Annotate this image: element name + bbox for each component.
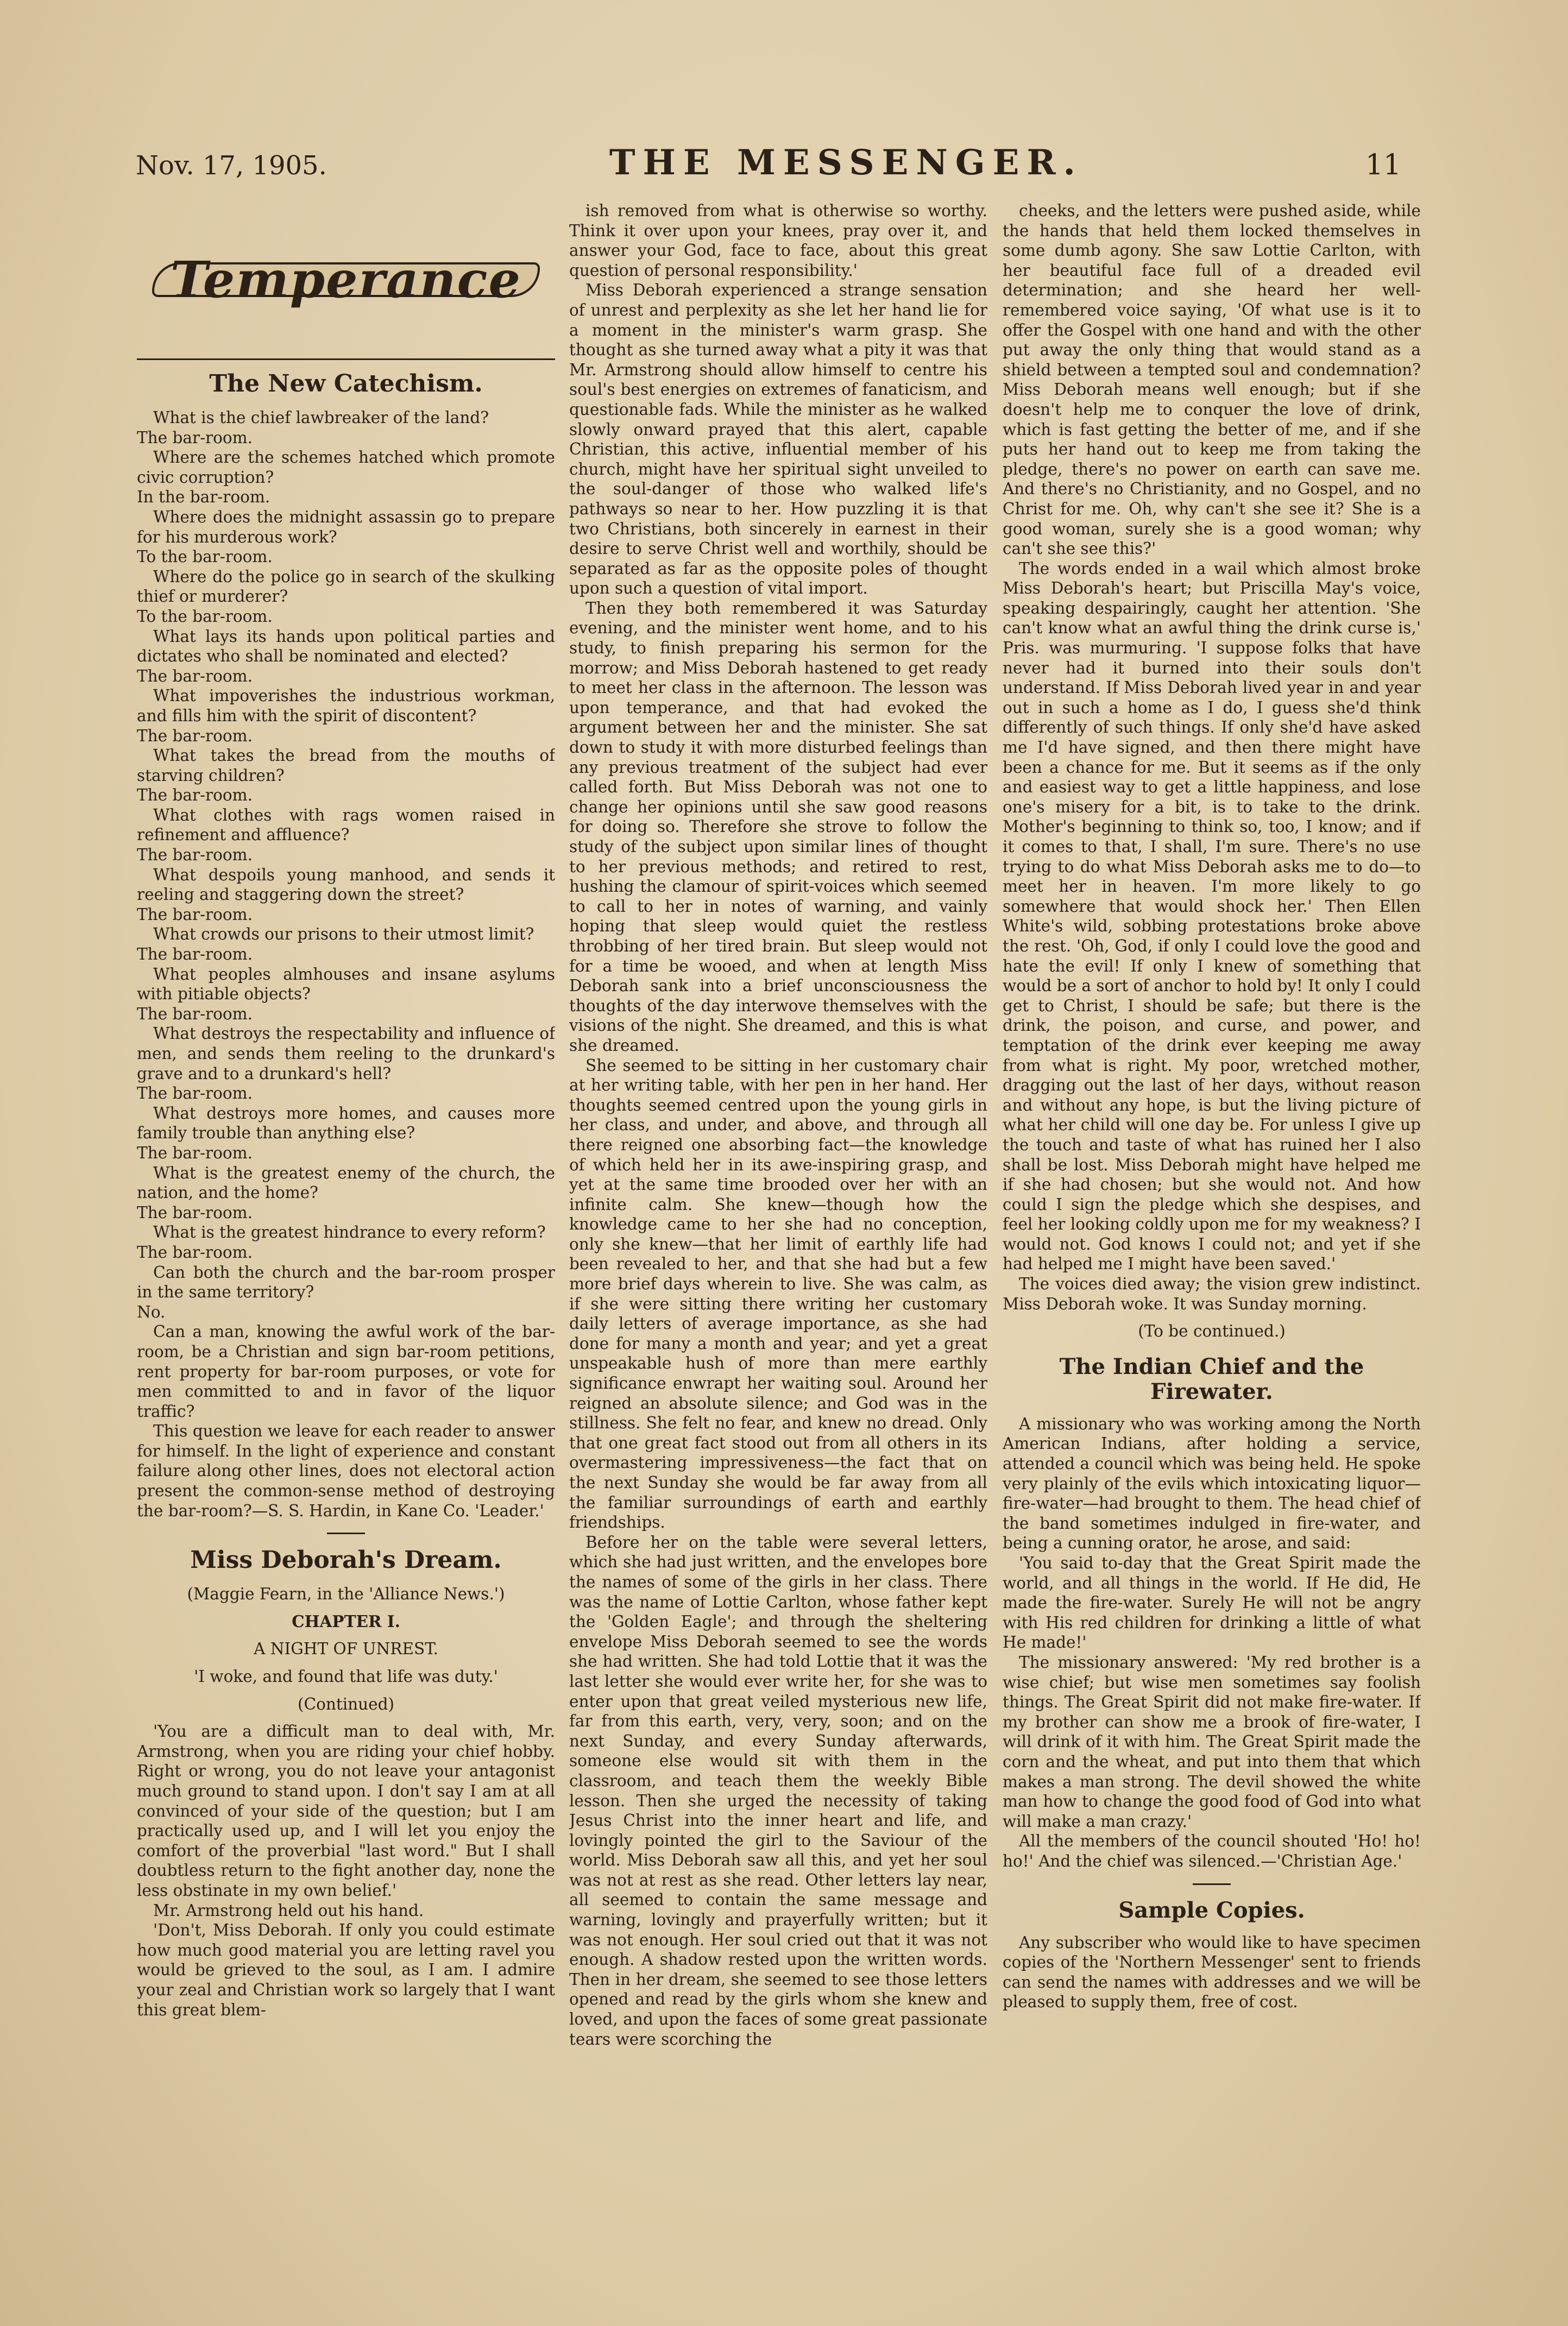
page-header [136,142,1401,191]
paragraph: The bar-room. [137,1243,253,1262]
paragraph: The bar-room. [137,726,253,745]
paragraph: What is the greatest enemy of the church, the nation, and the home? [137,1163,555,1202]
paragraph: All the members of the council shouted 'Ho! ho! ho!' And the chief was silenced.—'Christian Age.' [1003,1832,1421,1870]
paragraph: What despoils young manhood, and sends it reeling and staggering down the street? [137,865,555,904]
paragraph: The bar-room. [137,666,253,685]
paragraph: What destroys more homes, and causes more family trouble than anything else? [137,1104,555,1143]
paragraph: Where do the police go in search of the skulking thief or murderer? [137,567,555,606]
paragraph: What lays its hands upon political parties and dictates who shall be nominated and elected? [137,627,555,666]
column-3 [1003,201,1421,2210]
paragraph: What destroys the respectability and influence of men, and sends them reeling to the drunkard's grave and to a drunkard's hell? [137,1024,555,1083]
section-divider [327,1533,365,1534]
story-body [137,1722,555,2020]
paragraph: The bar-room. [137,786,253,805]
paragraph: Can a man, knowing the awful work of the bar-room, be a Christian and sign bar-room petitions, rent property for bar-room purposes, or vote for men committed to and in favor of the liquor traffic? [137,1322,555,1421]
to-be-continued: (To be continued.) [1138,1322,1286,1341]
paragraph: Then they both remembered it was Saturday evening, and the minister went home, and to his study, to finish preparing his sermon for the morrow; and Miss Deborah hastened to get ready to meet her class in the afternoon. The lesson was upon temperance, and that had evoked the argument between her and the minister. She sat down to study it with more disturbed feelings than any previous treatment of the subject had ever called forth. But Miss Deborah was not one to change her opinions until she saw good reasons for doing so. Therefore she strove to follow the study of the subject upon similar lines of thought to her previous methods; and retired to rest, hushing the clamour of spirit-voices which seemed to call to her in notes of warning, and vainly hoping that sleep would quiet the restless throbbing of her tired brain. But sleep would not for a time be wooed, and when at length Miss Deborah sank into a brief unconsciousness the thoughts of the day interwove themselves with the visions of the night. She dreamed, and this is what she dreamed. [569,598,987,1055]
newspaper-title: THE MESSENGER. [609,142,1083,183]
column-2 [569,201,987,2210]
paragraph: The words ended in a wail which almost broke Miss Deborah's heart; but Priscilla May's voice, speaking despairingly, caught her attention. 'She can't know what an awful thing the drink curse is,' Pris. was murmuring. 'I suppose folks that have never had it burned into their souls don't understand. If Miss Deborah lived year in and year out in such a home as I do, I guess she'd think differently of such things. If only she'd have asked me I'd have signed, and then there might have been a chance for me. But it seems as if the only and easiest way to get a little happiness, and lose one's misery for a bit, is to take to the drink. Mother's beginning to think so, too, I know; and if it comes to that, I shall, I'm sure. There's no use trying to do what Miss Deborah asks me to do—to meet her in heaven. I'm more likely to go somewhere that would shock her.' Then Ellen White's wild, sobbing protestations broke above the rest. 'Oh, God, if only I could love the good and hate the evil! If only I knew of something that would be a sort of anchor to hold by! It only I could get to Christ, I should be safe; but there is the drink, the poison, and curse, and power, and temptation of the drink ever keeping me away from what is right. My poor, wretched mother, dragging out the last of her days, without reason and without any hope, is but the living picture of what her child will one day be. For unless I give up the touch and taste of what has ruined her I also shall be lost. Miss Deborah might have helped me if she had chosen; but she would not. And how could I sign the pledge which she despises, and feel her looking coldly upon me for my weakness? I would not. God knows I could not; and yet if she had helped me I might have been saved.' [1003,559,1421,1274]
paragraph: Any subscriber who would like to have specimen copies of the 'Northern Messenger' sent to friends can send the names with addresses and we will be pleased to supply them, free of cost. [1003,1933,1421,2012]
paragraph: To the bar-room. [137,607,273,626]
chapter-title: A NIGHT OF UNREST. [254,1640,438,1659]
paragraph: What clothes with rags women raised in refinement and affluence? [137,805,555,844]
temperance-logo-text: Temperance [152,262,540,298]
section-divider [1193,1883,1231,1885]
paragraph: To the bar-room. [137,547,273,566]
paragraph: The bar-room. [137,1004,253,1023]
paragraph: The missionary answered: 'My red brother is a wise chief; but wise men sometimes say foolish things. The Great Spirit did not make fire-water. If my brother can show me a brook of fire-water, I will drink of it with him. The Great Spirit made the corn and the wheat, and put into them that which makes a man strong. The devil showed the white man how to change the good food of God into what will make a man crazy.' [1003,1653,1421,1831]
paragraph: What is the chief lawbreaker of the land? [153,408,489,427]
paragraph: The bar-room. [137,846,253,865]
paragraph: This question we leave for each reader to answer for himself. In the light of experience and constant failure along other lines, does not electoral action present the common-sense method of destroying the bar-room?—S. S. Hardin, in Kane Co. 'Leader.' [137,1422,555,1520]
issue-date: Nov. 17, 1905. [136,150,327,181]
paragraph: Where are the schemes hatched which promote civic corruption? [137,448,555,487]
indian-chief-body [1003,1414,1421,1871]
paragraph: The bar-room. [137,945,253,964]
paragraph: 'You said to-day that the Great Spirit made the world, and all things in the world. If He did, He made the fire-water. Surely He will not be angry with His red children for drinking a little of what He made!' [1003,1554,1421,1652]
paragraph: 'You are a difficult man to deal with, Mr. Armstrong, when you are riding your chief hobby. Right or wrong, you do not leave your antagonist much ground to stand upon. I don't say I am at all convinced of your side of the question; but I am practically used up, and I will let you enjoy the comfort of the proverbial "last word." But I shall doubtless return to the fight another day, none the less obstinate in my own belief.' [137,1722,555,1900]
chapter-number: CHAPTER I. [292,1611,400,1631]
paragraph: The voices died away; the vision grew indistinct. Miss Deborah woke. It was Sunday morning. [1003,1275,1421,1313]
paragraph: The bar-room. [137,905,253,924]
paragraph: Where does the midnight assassin go to prepare for his murderous work? [137,507,555,546]
sample-copies-body [1003,1933,1421,2012]
paragraph: In the bar-room. [137,488,270,507]
paragraph: The bar-room. [137,1143,253,1162]
column-1 [137,201,555,2210]
paragraph: The bar-room. [137,1084,253,1103]
paragraph: Miss Deborah experienced a strange sensation of unrest and perplexity as she let her hand lie for a moment in the minister's warm grasp. She thought as she turned away what a pity it was that Mr. Armstrong should allow himself to centre his soul's best energies on extremes of fanaticism, and questionable fads. While the minister as he walked slowly onward prayed that this alert, capable Christian, this active, influential member of his church, might have her spiritual sight unveiled to the soul-danger of those who walked life's pathways so near to her. How puzzling it is that two Christians, both sincerely in earnest in their desire to serve Christ well and worthily, should be separated as far as the opposite poles of thought upon such a question of vital import. [569,281,987,598]
paragraph: What crowds our prisons to their utmost limit? [153,925,534,944]
paragraph: What peoples almhouses and insane asylums with pitiable objects? [137,965,555,1004]
paragraph: What impoverishes the industrious workman, and fills him with the spirit of discontent? [137,686,555,725]
indian-chief-heading: The Indian Chief and the Firewater. [1059,1353,1364,1404]
paragraph: No. [137,1302,166,1321]
paragraph: A missionary who was working among the North American Indians, after holding a service, attended a council which was being held. He spoke very plainly of the evils which intoxicating liquor—fire-water—had brought to them. The head chief of the band sometimes indulged in fire-water, and being a cunning orator, he arose, and said: [1003,1414,1421,1553]
epigraph: 'I woke, and found that life was duty.' [194,1667,498,1686]
paragraph: The bar-room. [137,1203,253,1222]
catechism-heading: The New Catechism. [209,370,483,398]
temperance-logo [137,201,555,360]
paragraph: Before her on the table were several letters, which she had just written, and the envelopes bore the names of some of the girls in her class. There was the name of Lottie Carlton, whose father kept the 'Golden Eagle'; and through the sheltering envelope Miss Deborah seemed to see the words she had written. She had told Lottie that it was the last letter she would ever write her, for she was to enter upon that great veiled mysterious new life, far from this earth, very, very, soon; and on the next Sunday, and every Sunday afterwards, someone else would sit with them in the classroom, and teach them the weekly Bible lesson. Then she urged the necessity of taking Jesus Christ into the inner heart and life, and lovingly pointed the girl to the Saviour of the world. Miss Deborah saw all this, and yet her soul was not at rest as she read. Other letters lay near, all seemed to contain the same message and warning, lovingly and prayerfully written; but it was not enough. Her soul cried out that it was not enough. A shadow rested upon the written words. Then in her dream, she seemed to see those letters opened and read by the girls whom she knew and loved, and upon the faces of some great passionate tears were scorching the [569,1533,987,2048]
paragraph: The bar-room. [137,428,253,447]
paragraph: She seemed to be sitting in her customary chair at her writing table, with her pen in her hand. Her thoughts seemed centred upon the young girls in her class, and under, and above, and through all there reigned one absorbing fact—the knowledge of which held her in its awe-inspiring grasp, and yet at the same time brooded over her with an infinite calm. She knew—though how the knowledge came to her she had no conception, only she knew—that her limit of earthly life had been revealed to her, and that she had but a few more brief days wherein to live. She was calm, as if she were sitting there writing her customary daily letters of average importance, as she had done for many a month and year; and yet a great unspeakable hush of more than mere earthly significance enwrapt her waiting soul. Around her reigned an absolute silence; and God was in the stillness. She felt no fear, and knew no dread. Only that one great fact stood out from all others in its overmastering impressiveness—the fact that on the next Sunday she would be far away from all the familiar surroundings of earth and earthly friendships. [569,1056,987,1532]
paragraph: Can both the church and the bar-room prosper in the same territory? [137,1263,555,1302]
paragraph: Mr. Armstrong held out his hand. [153,1901,424,1920]
paragraph: 'Don't, Miss Deborah. If only you could estimate how much good material you are letting ravel you would be grieved to the soul, as I am. I admire your zeal and Christian work so largely that I want this great blem- [137,1921,555,2019]
catechism-body [137,408,555,1521]
paragraph: What takes the bread from the mouths of starving children? [137,746,555,785]
story-title: Miss Deborah's Dream. [190,1546,502,1574]
story-continuation [569,201,987,2049]
paragraph: ish removed from what is otherwise so worthy. Think it over upon your knees, pray over it, and answer your God, face to face, about this great question of personal responsibility.' [569,201,987,280]
story-ending [1003,201,1421,1314]
continued-note: (Continued) [298,1694,394,1713]
sample-copies-heading: Sample Copies. [1118,1897,1305,1923]
paragraph: cheeks, and the letters were pushed aside, while the hands that held them locked themselves in some dumb agony. She saw Lottie Carlton, with her beautiful face full of a dreaded evil determination; and she heard her well-remembered voice saying, 'Of what use is it to offer the Gospel with one hand and with the other put away the only thing that would stand as a shield between a tempted soul and condemnation? Miss Deborah means well enough; but if she doesn't help me to conquer the love of drink, which is fast getting the better of me, and if she puts her hand out to keep me from taking the pledge, there's no power on earth can save me. And there's no Christianity, and no Gospel, and no Christ for me. Oh, why can't she see it? She is a good woman, surely she is a good woman; why can't she see this?' [1003,201,1421,558]
story-source: (Maggie Fearn, in the 'Alliance News.') [187,1585,505,1604]
page-number: 11 [1365,149,1401,181]
paragraph: What is the greatest hindrance to every reform? [153,1223,546,1242]
